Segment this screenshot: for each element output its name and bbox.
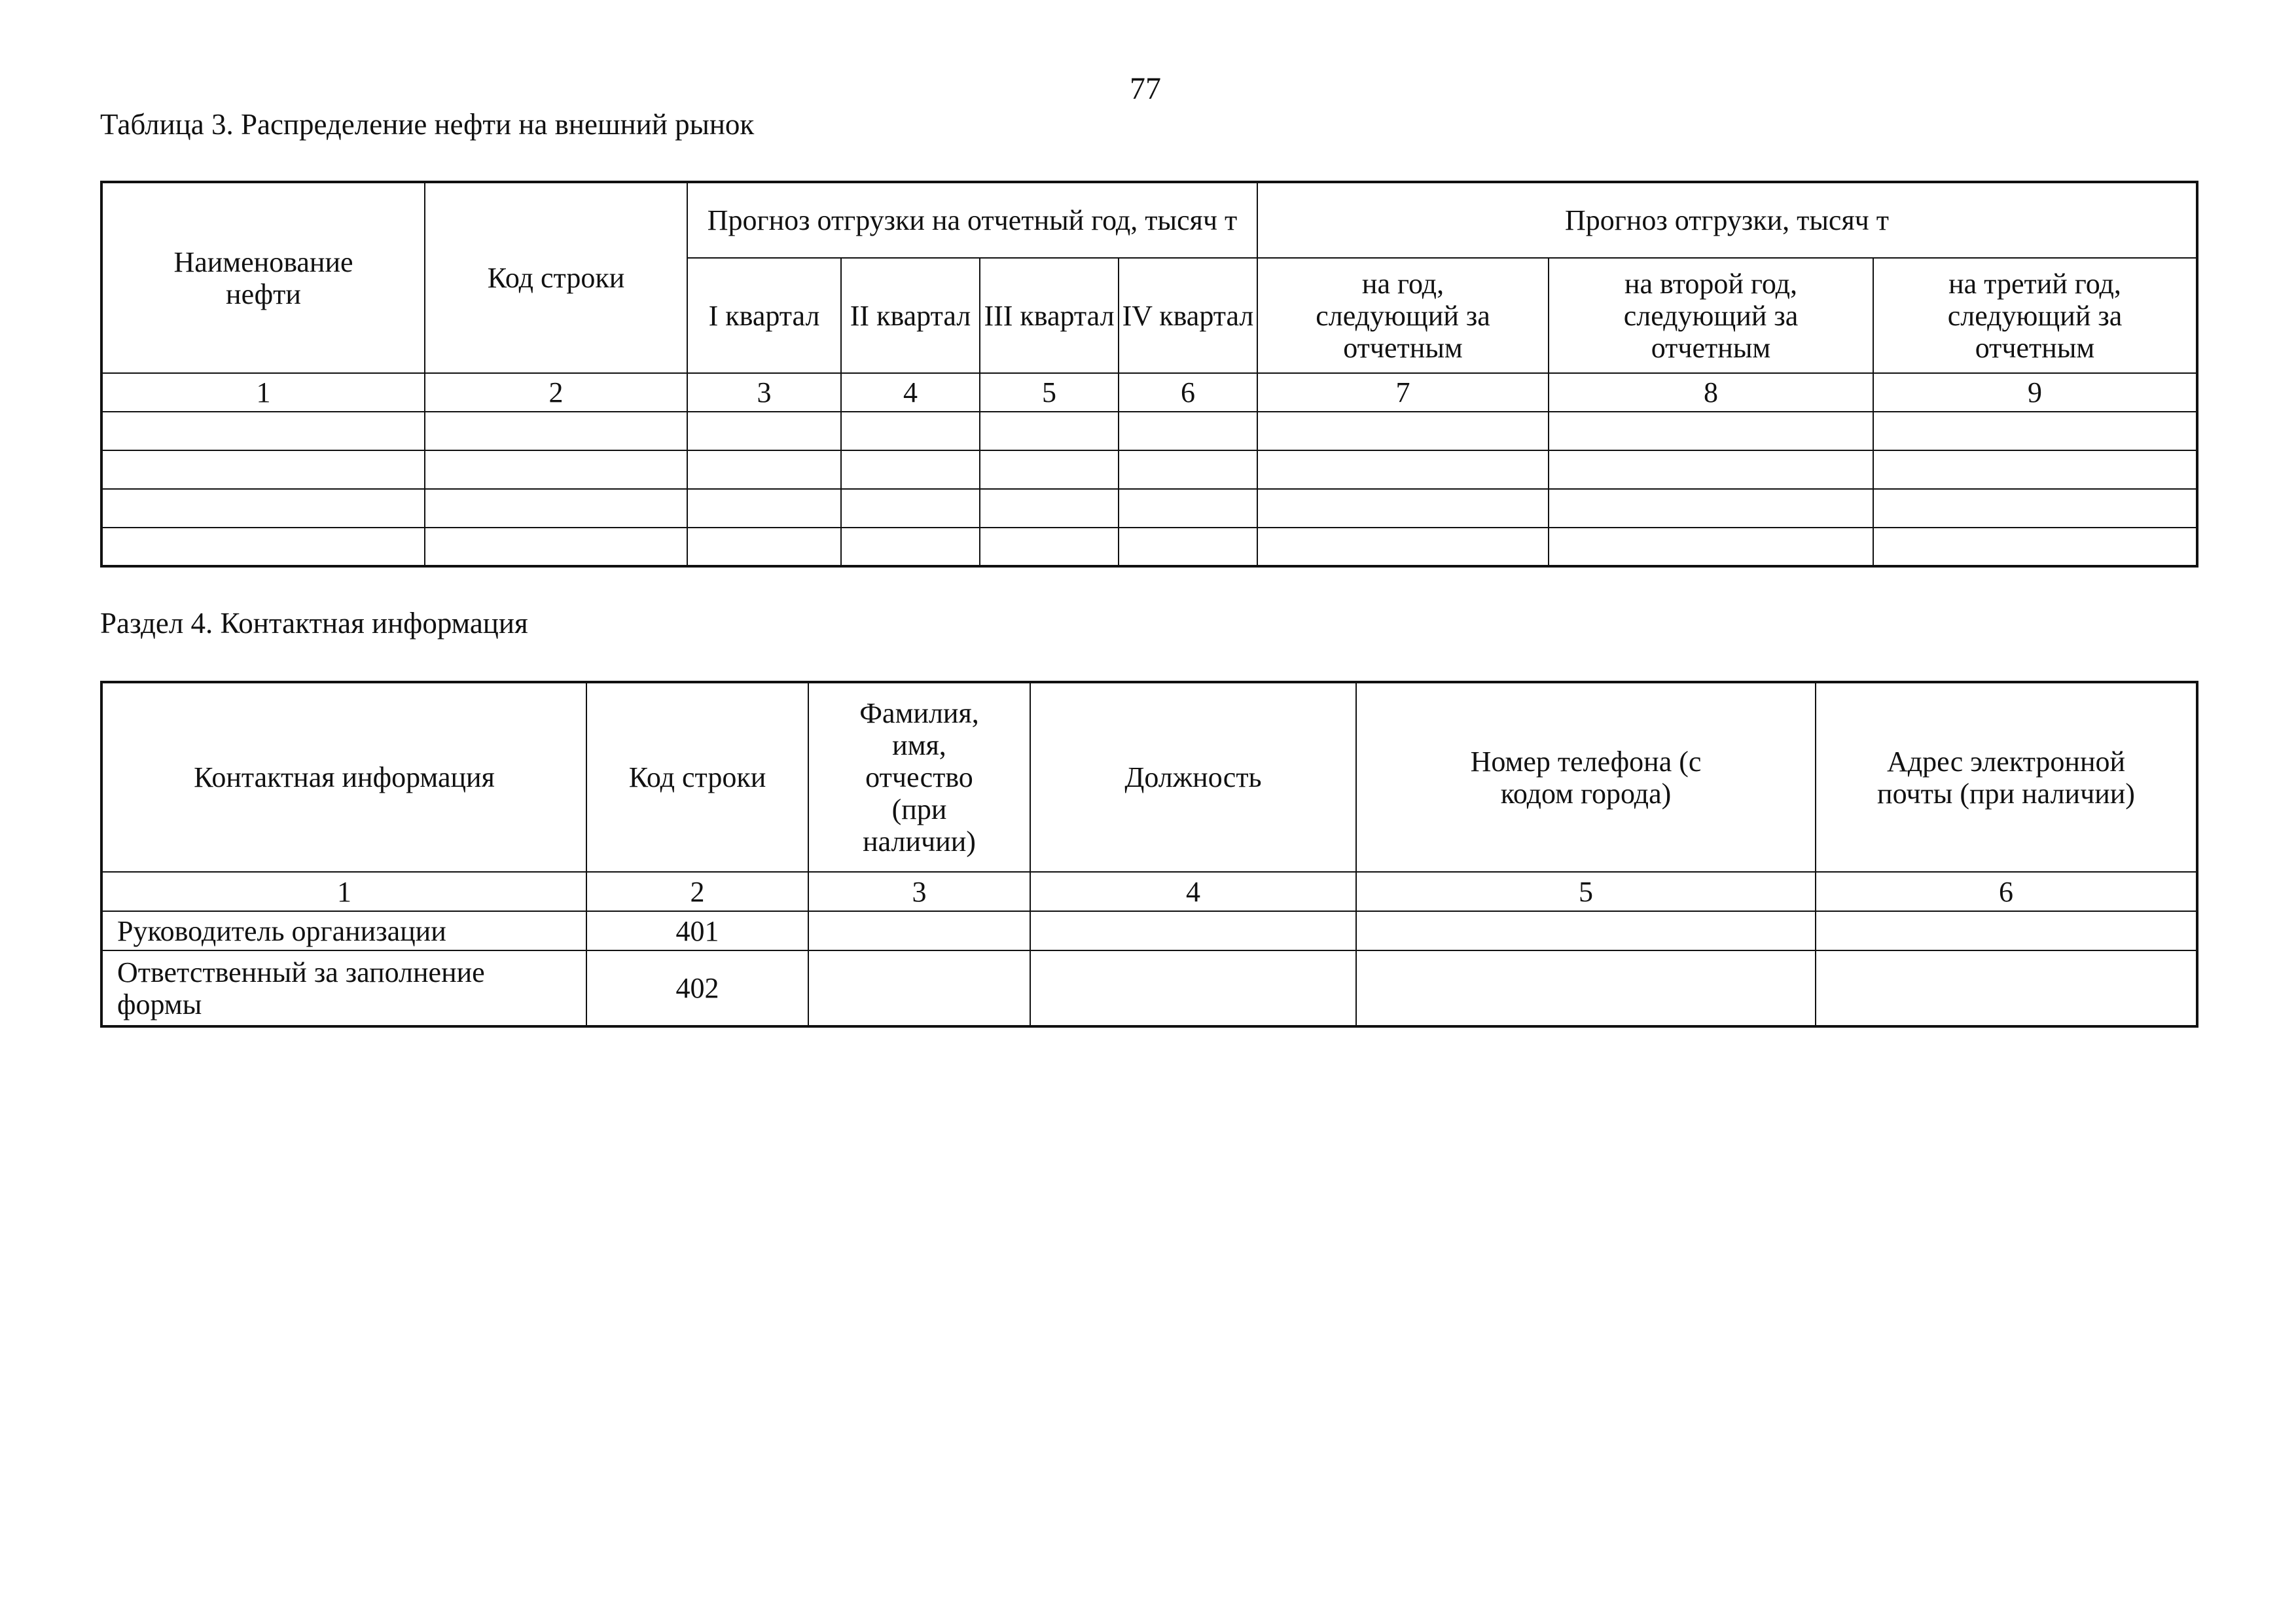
column-number: 2 [586,872,808,911]
full-name-cell[interactable] [808,911,1030,950]
contact-info-table [100,681,2198,1028]
column-number: 2 [425,373,687,412]
table-cell[interactable] [980,528,1119,566]
header-q1: I квартал [687,258,841,373]
table-cell[interactable] [101,450,425,489]
table-cell[interactable] [1549,412,1873,450]
contact-row-head [101,911,2197,950]
column-number: 9 [1873,373,2197,412]
header-position: Должность [1030,682,1356,872]
row-code: 401 [586,911,808,950]
table-cell[interactable] [841,412,980,450]
header-phone: Номер телефона (с кодом города) [1356,682,1816,872]
header-year3: на третий год, следующий за отчетным [1873,258,2197,373]
email-cell[interactable] [1816,950,2197,1026]
column-number: 3 [808,872,1030,911]
column-number: 7 [1257,373,1549,412]
table-cell[interactable] [101,412,425,450]
table-cell[interactable] [101,489,425,528]
column-number: 1 [101,872,586,911]
table-cell[interactable] [101,528,425,566]
table-cell[interactable] [687,412,841,450]
table-cell[interactable] [1549,528,1873,566]
column-number: 5 [980,373,1119,412]
header-q2: II квартал [841,258,980,373]
table-cell[interactable] [1257,412,1549,450]
column-number: 4 [841,373,980,412]
table-cell[interactable] [687,489,841,528]
table-cell[interactable] [1873,489,2197,528]
table-cell[interactable] [1549,450,1873,489]
table-row [101,450,2197,489]
header-q4: IV квартал [1119,258,1257,373]
header-q3: III квартал [980,258,1119,373]
table-cell[interactable] [425,489,687,528]
contact-row-responsible [101,950,2197,1026]
table-cell[interactable] [841,528,980,566]
table-cell[interactable] [1549,489,1873,528]
table-cell[interactable] [425,412,687,450]
header-year2: на второй год, следующий за отчетным [1549,258,1873,373]
table-cell[interactable] [1119,528,1257,566]
column-number-row [101,373,2197,412]
column-number: 5 [1356,872,1816,911]
header-oil-name: Наименование нефти [101,182,425,373]
header-row-code: Код строки [586,682,808,872]
column-number: 3 [687,373,841,412]
oil-distribution-table [100,181,2198,568]
section4-title: Раздел 4. Контактная информация [100,607,528,640]
table3-title: Таблица 3. Распределение нефти на внешний рынок [100,108,755,141]
table-cell[interactable] [1257,489,1549,528]
email-cell[interactable] [1816,911,2197,950]
table-cell[interactable] [1873,412,2197,450]
table-cell[interactable] [425,450,687,489]
page-number: 77 [1130,71,1161,106]
header-contact-info: Контактная информация [101,682,586,872]
table-cell[interactable] [687,450,841,489]
table-cell[interactable] [980,450,1119,489]
row-code: 402 [586,950,808,1026]
table-cell[interactable] [841,489,980,528]
table-cell[interactable] [1257,450,1549,489]
header-forecast-future: Прогноз отгрузки, тысяч т [1257,182,2197,258]
header-row-code: Код строки [425,182,687,373]
table-cell[interactable] [1119,450,1257,489]
column-number: 6 [1816,872,2197,911]
header-year1: на год, следующий за отчетным [1257,258,1549,373]
phone-cell[interactable] [1356,911,1816,950]
header-forecast-current-year: Прогноз отгрузки на отчетный год, тысяч т [687,182,1257,258]
position-cell[interactable] [1030,911,1356,950]
table-cell[interactable] [1873,450,2197,489]
table-cell[interactable] [980,412,1119,450]
column-number: 4 [1030,872,1356,911]
table-row [101,528,2197,566]
table-cell[interactable] [1119,412,1257,450]
column-number: 6 [1119,373,1257,412]
table-cell[interactable] [841,450,980,489]
column-number-row [101,872,2197,911]
table-cell[interactable] [687,528,841,566]
phone-cell[interactable] [1356,950,1816,1026]
column-number: 1 [101,373,425,412]
table-row [101,412,2197,450]
table-cell[interactable] [1257,528,1549,566]
header-email: Адрес электронной почты (при наличии) [1816,682,2197,872]
table-cell[interactable] [1873,528,2197,566]
table-cell[interactable] [1119,489,1257,528]
contact-label: Ответственный за заполнение формы [101,950,586,1026]
table-cell[interactable] [980,489,1119,528]
table-cell[interactable] [425,528,687,566]
column-number: 8 [1549,373,1873,412]
header-full-name: Фамилия, имя, отчество (при наличии) [808,682,1030,872]
table-row [101,489,2197,528]
full-name-cell[interactable] [808,950,1030,1026]
contact-label: Руководитель организации [101,911,586,950]
position-cell[interactable] [1030,950,1356,1026]
